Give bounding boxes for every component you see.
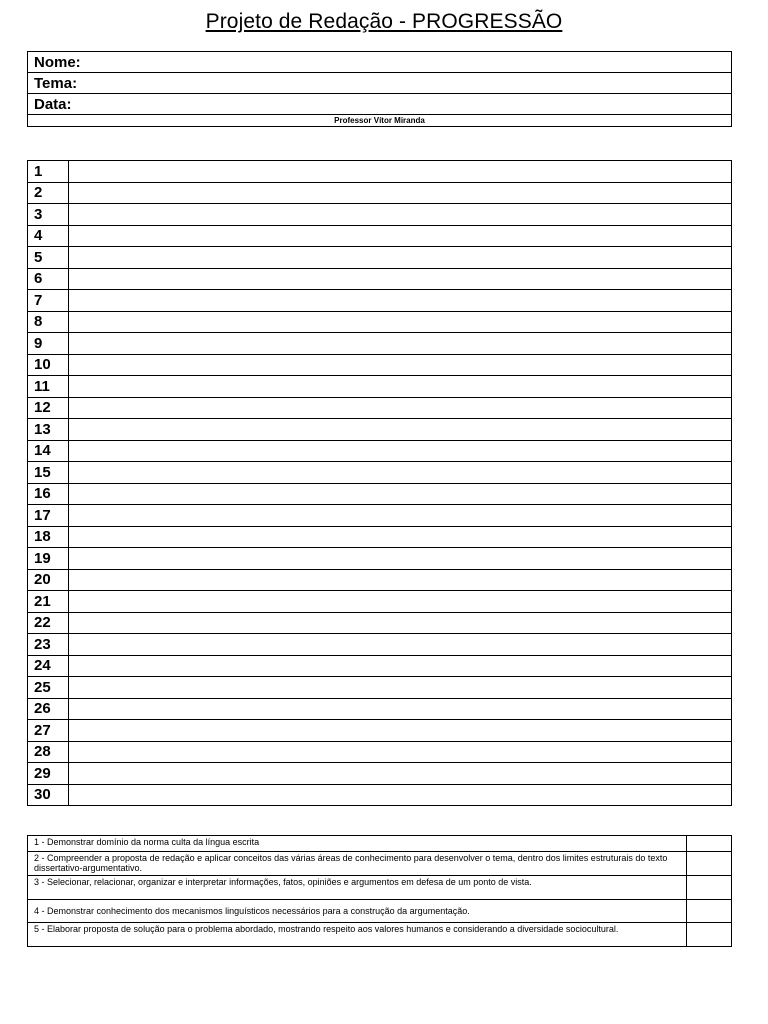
writing-line — [28, 268, 732, 290]
line-space[interactable] — [69, 225, 732, 247]
line-number: 6 — [28, 268, 69, 290]
competency-2-score[interactable] — [687, 852, 732, 876]
writing-lines-table — [27, 160, 732, 806]
writing-line — [28, 677, 732, 699]
line-number: 20 — [28, 569, 69, 591]
line-number: 11 — [28, 376, 69, 398]
writing-line — [28, 397, 732, 419]
line-number: 17 — [28, 505, 69, 527]
competency-5-score[interactable] — [687, 923, 732, 947]
line-space[interactable] — [69, 440, 732, 462]
writing-line — [28, 483, 732, 505]
writing-line — [28, 225, 732, 247]
theme-field[interactable]: Tema: — [28, 73, 732, 94]
competency-1-score[interactable] — [687, 836, 732, 852]
line-number: 30 — [28, 784, 69, 806]
writing-line — [28, 634, 732, 656]
line-space[interactable] — [69, 634, 732, 656]
line-number: 13 — [28, 419, 69, 441]
line-space[interactable] — [69, 720, 732, 742]
line-space[interactable] — [69, 612, 732, 634]
name-field[interactable]: Nome: — [28, 52, 732, 73]
line-space[interactable] — [69, 311, 732, 333]
competency-4-score[interactable] — [687, 900, 732, 923]
professor-label: Professor Vítor Miranda — [28, 115, 732, 127]
writing-line — [28, 247, 732, 269]
writing-line — [28, 655, 732, 677]
competency-4: 4 - Demonstrar conhecimento dos mecanismos linguísticos necessários para a construção da argumentação. — [28, 900, 687, 923]
page-title: Projeto de Redação - PROGRESSÃO — [205, 10, 563, 33]
line-space[interactable] — [69, 698, 732, 720]
line-space[interactable] — [69, 784, 732, 806]
competency-2: 2 - Compreender a proposta de redação e aplicar conceitos das várias áreas de conhecimento para desenvolver o tema, dentro dos limites estruturais do texto dissertativo-argumentativo. — [28, 852, 687, 876]
line-space[interactable] — [69, 333, 732, 355]
line-space[interactable] — [69, 741, 732, 763]
line-number: 9 — [28, 333, 69, 355]
line-space[interactable] — [69, 655, 732, 677]
line-number: 2 — [28, 182, 69, 204]
header-table — [27, 51, 732, 127]
writing-line — [28, 548, 732, 570]
line-space[interactable] — [69, 526, 732, 548]
line-number: 7 — [28, 290, 69, 312]
line-space[interactable] — [69, 268, 732, 290]
line-number: 19 — [28, 548, 69, 570]
line-space[interactable] — [69, 483, 732, 505]
line-space[interactable] — [69, 591, 732, 613]
line-space[interactable] — [69, 204, 732, 226]
line-number: 3 — [28, 204, 69, 226]
line-number: 12 — [28, 397, 69, 419]
line-number: 8 — [28, 311, 69, 333]
line-number: 28 — [28, 741, 69, 763]
line-space[interactable] — [69, 462, 732, 484]
writing-line — [28, 462, 732, 484]
line-number: 1 — [28, 161, 69, 183]
line-number: 27 — [28, 720, 69, 742]
line-number: 21 — [28, 591, 69, 613]
line-space[interactable] — [69, 290, 732, 312]
line-space[interactable] — [69, 182, 732, 204]
writing-line — [28, 763, 732, 785]
line-number: 15 — [28, 462, 69, 484]
writing-line — [28, 784, 732, 806]
writing-line — [28, 741, 732, 763]
line-number: 5 — [28, 247, 69, 269]
writing-line — [28, 204, 732, 226]
writing-line — [28, 290, 732, 312]
writing-line — [28, 182, 732, 204]
writing-line — [28, 505, 732, 527]
writing-line — [28, 698, 732, 720]
writing-line — [28, 591, 732, 613]
line-space[interactable] — [69, 677, 732, 699]
line-number: 16 — [28, 483, 69, 505]
writing-line — [28, 526, 732, 548]
writing-line — [28, 376, 732, 398]
line-number: 14 — [28, 440, 69, 462]
line-space[interactable] — [69, 161, 732, 183]
line-space[interactable] — [69, 548, 732, 570]
line-space[interactable] — [69, 505, 732, 527]
writing-line — [28, 354, 732, 376]
competency-1: 1 - Demonstrar domínio da norma culta da língua escrita — [28, 836, 687, 852]
line-number: 29 — [28, 763, 69, 785]
line-number: 4 — [28, 225, 69, 247]
writing-line — [28, 311, 732, 333]
writing-line — [28, 612, 732, 634]
writing-line — [28, 440, 732, 462]
line-number: 23 — [28, 634, 69, 656]
writing-line — [28, 333, 732, 355]
writing-line — [28, 161, 732, 183]
line-number: 25 — [28, 677, 69, 699]
line-number: 26 — [28, 698, 69, 720]
line-space[interactable] — [69, 569, 732, 591]
writing-line — [28, 419, 732, 441]
line-space[interactable] — [69, 247, 732, 269]
line-number: 10 — [28, 354, 69, 376]
line-space[interactable] — [69, 376, 732, 398]
line-space[interactable] — [69, 397, 732, 419]
writing-line — [28, 569, 732, 591]
line-number: 18 — [28, 526, 69, 548]
line-space[interactable] — [69, 419, 732, 441]
writing-line — [28, 720, 732, 742]
line-space[interactable] — [69, 763, 732, 785]
competencies-table — [27, 835, 732, 947]
competency-3: 3 - Selecionar, relacionar, organizar e interpretar informações, fatos, opiniões e argumentos em defesa de um ponto de vista. — [28, 876, 687, 900]
line-space[interactable] — [69, 354, 732, 376]
competency-3-score[interactable] — [687, 876, 732, 900]
competency-5: 5 - Elaborar proposta de solução para o problema abordado, mostrando respeito aos valores humanos e considerando a diversidade sociocultural. — [28, 923, 687, 947]
line-number: 24 — [28, 655, 69, 677]
date-field[interactable]: Data: — [28, 94, 732, 115]
line-number: 22 — [28, 612, 69, 634]
